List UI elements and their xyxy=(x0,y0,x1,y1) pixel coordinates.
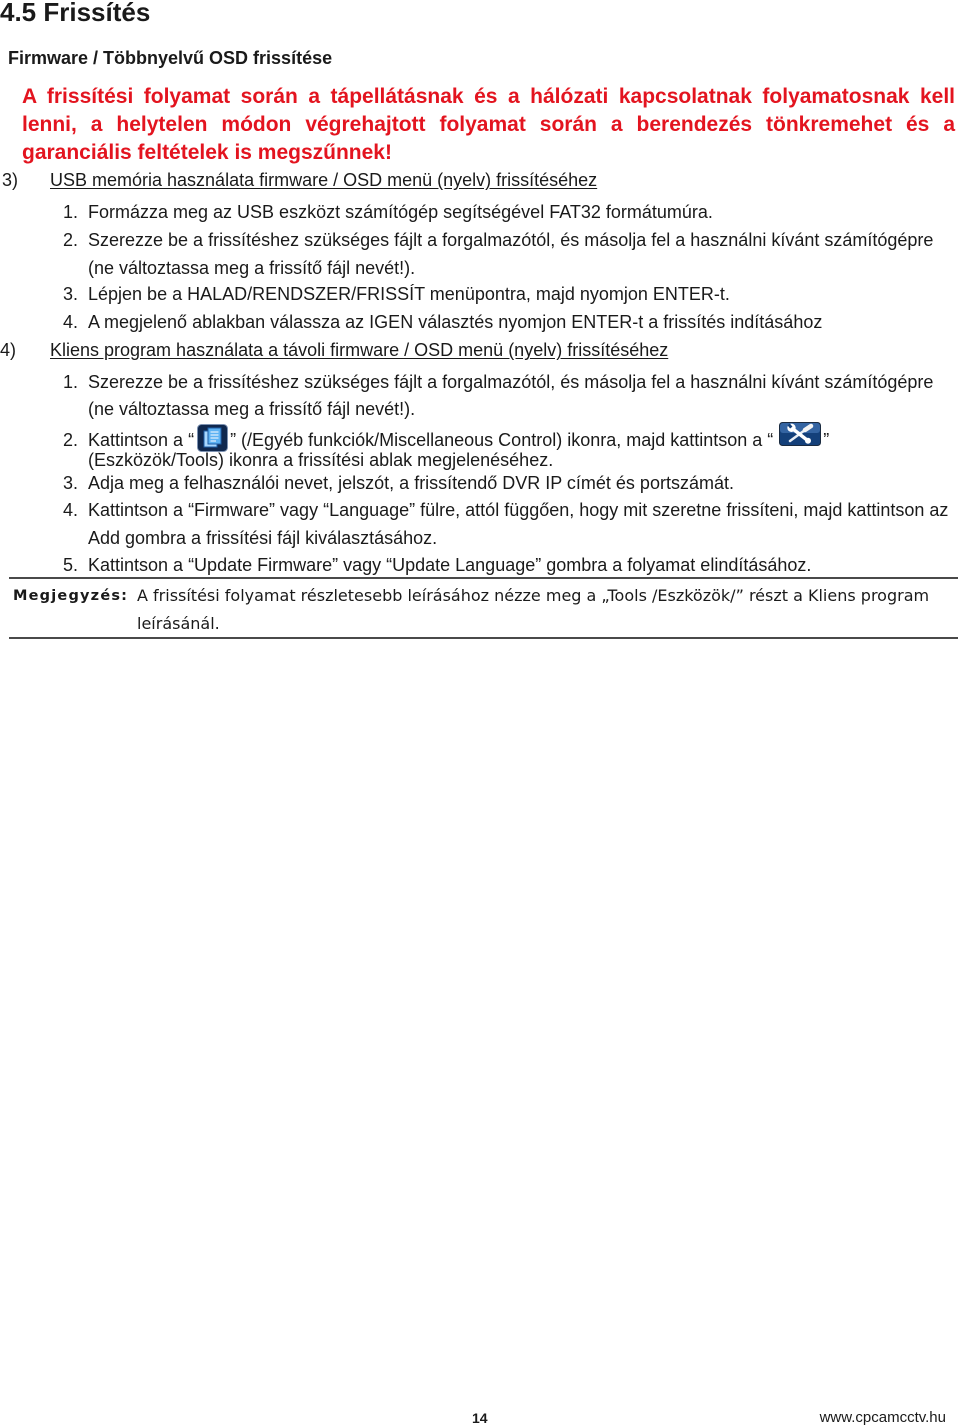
step-number: 2. xyxy=(63,230,79,250)
subtitle: Firmware / Többnyelvű OSD frissítése xyxy=(8,48,333,68)
step-number: 3. xyxy=(63,473,79,493)
step-number: 5. xyxy=(63,555,79,575)
step-text: Kattintson a “Update Firmware” vagy “Update Language” gombra a folyamat elindításához. xyxy=(88,555,812,575)
step-text: (ne változtassa meg a frissítő fájl nevét!). xyxy=(88,399,416,419)
tools-icon xyxy=(779,422,821,446)
step-text: Add gombra a frissítési fájl kiválasztásához. xyxy=(88,528,438,548)
step-number: 4. xyxy=(63,312,79,332)
warning-line: lenni, a helytelen módon végrehajtott folyamat során a berendezés tönkremehet és a xyxy=(22,113,955,136)
warning-line: garanciális feltételek is megszűnnek! xyxy=(22,141,392,164)
section-title: Kliens program használata a távoli firmware / OSD menü (nyelv) frissítéséhez xyxy=(50,340,669,360)
step-text-segment: Kattintson a “ xyxy=(88,430,195,450)
note-text: A frissítési folyamat részletesebb leírásához nézze meg a „Tools /Eszközök/” részt a Kliens program xyxy=(137,586,930,605)
footer-website: www.cpcamcctv.hu xyxy=(819,1409,946,1426)
section-title: USB memória használata firmware / OSD menü (nyelv) frissítéséhez xyxy=(50,170,598,190)
step-text: Adja meg a felhasználói nevet, jelszót, a frissítendő DVR IP címét és portszámát. xyxy=(88,473,734,493)
step-text-segment: ” (/Egyéb funkciók/Miscellaneous Control) ikonra, majd kattintson a “ xyxy=(230,430,774,450)
divider xyxy=(9,577,958,579)
step-text: Szerezze be a frissítéshez szükséges fájlt a forgalmazótól, és másolja fel a használni kívánt számítógépre xyxy=(88,230,934,250)
section-number: 4) xyxy=(0,340,17,360)
step-text: Formázza meg az USB eszközt számítógép segítségével FAT32 formátumúra. xyxy=(88,202,713,222)
step-text-segment: ” xyxy=(823,430,830,450)
misc-control-icon xyxy=(197,424,228,452)
step-text: A megjelenő ablakban válassza az IGEN választés nyomjon ENTER-t a frissítés indításához xyxy=(88,312,823,332)
divider xyxy=(9,637,958,639)
step-number: 1. xyxy=(63,202,79,222)
note-label: Megjegyzés: xyxy=(13,588,129,604)
section-number: 3) xyxy=(2,170,19,190)
step-number: 4. xyxy=(63,500,79,520)
step-number: 2. xyxy=(63,430,79,450)
step-text-with-icons xyxy=(88,422,829,452)
step-number: 1. xyxy=(63,372,79,392)
step-text: (ne változtassa meg a frissítő fájl nevét!). xyxy=(88,258,416,278)
warning-line: A frissítési folyamat során a tápellátásnak és a hálózati kapcsolatnak folyamatosnak kell xyxy=(22,85,955,108)
page-number: 14 xyxy=(472,1410,488,1426)
step-text: Lépjen be a HALAD/RENDSZER/FRISSÍT menüpontra, majd nyomjon ENTER-t. xyxy=(88,284,730,304)
step-text: Kattintson a “Firmware” vagy “Language” fülre, attól függően, hogy mit szeretne frissíteni, majd kattintson az xyxy=(88,500,949,520)
note-text: leírásánál. xyxy=(137,614,220,633)
step-number: 3. xyxy=(63,284,79,304)
step-text: (Eszközök/Tools) ikonra a frissítési ablak megjelenéséhez. xyxy=(88,450,554,470)
step-text: Szerezze be a frissítéshez szükséges fájlt a forgalmazótól, és másolja fel a használni kívánt számítógépre xyxy=(88,372,934,392)
page-title: 4.5 Frissítés xyxy=(0,0,151,27)
